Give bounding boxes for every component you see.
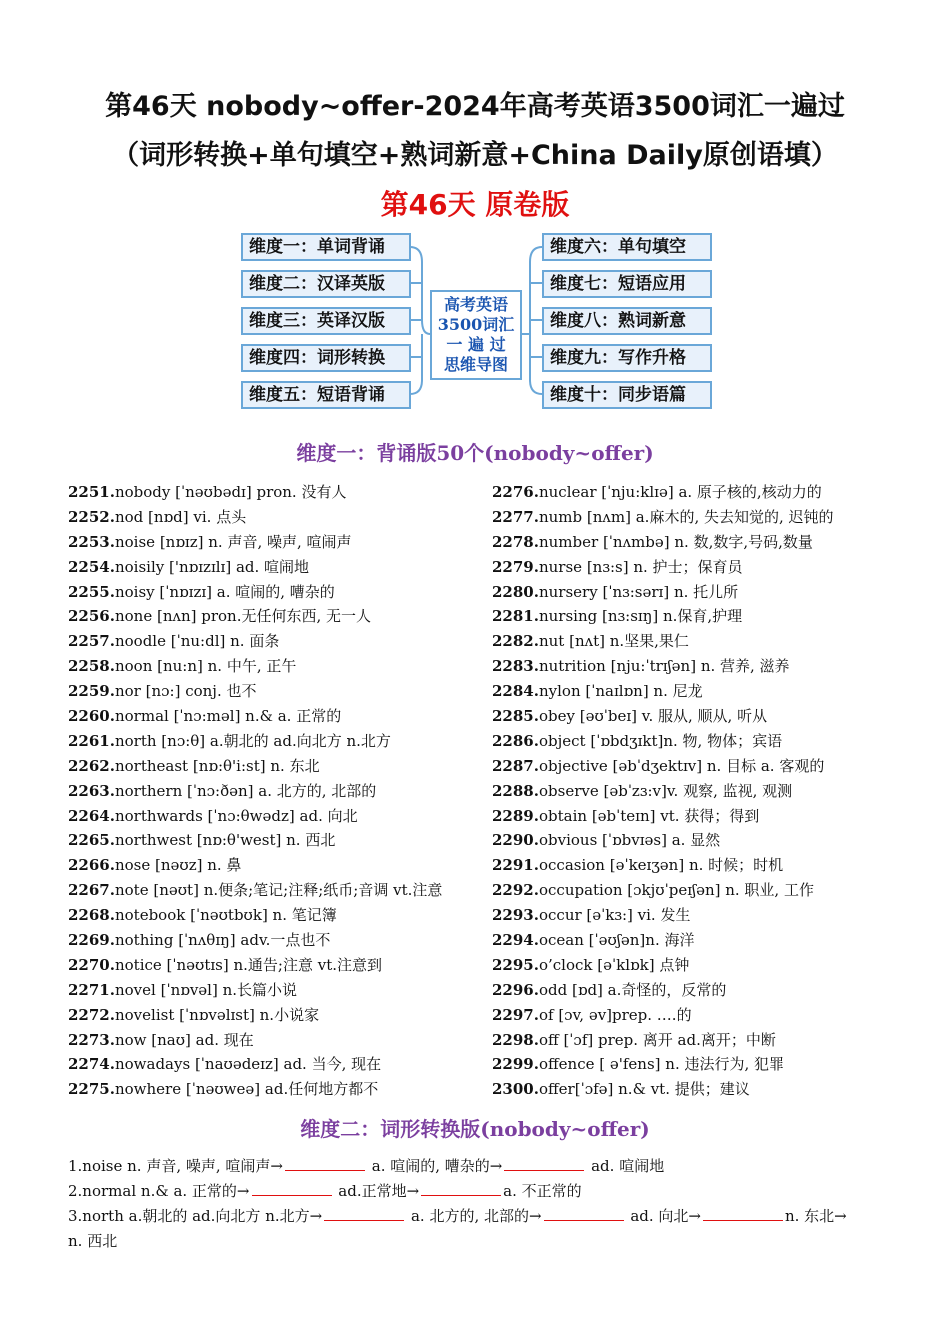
word-text: objective [əbˈdʒektɪv] n. 目标 a. 客观的 bbox=[538, 756, 825, 775]
exercise-3-continued: n. 西北 bbox=[68, 1232, 118, 1250]
word-number: 2278. bbox=[492, 532, 539, 551]
word-number: 2260. bbox=[68, 707, 115, 726]
word-text: novelist [ˈnɒvəlɪst] n.小说家 bbox=[114, 1005, 320, 1024]
word-entry bbox=[492, 729, 834, 754]
word-text: of [ɔv, əv]prep. ….的 bbox=[538, 1005, 692, 1024]
word-text: nothing [ˈnʌθɪŋ] adv.一点也不 bbox=[114, 931, 331, 950]
word-text: normal [ˈnɔ:məl] n.& a. 正常的 bbox=[114, 707, 342, 726]
word-entry bbox=[492, 1077, 834, 1102]
word-number: 2275. bbox=[68, 1080, 115, 1099]
word-text: occasion [əˈkeɪʒən] n. 时候；时机 bbox=[538, 856, 784, 875]
word-entry bbox=[492, 828, 834, 853]
word-entry bbox=[68, 828, 442, 853]
word-text: object [ˈɒbdʒɪkt]n. 物, 物体；宾语 bbox=[538, 731, 783, 750]
word-text: off [ˈɔf] prep. 离开 ad.离开；中断 bbox=[538, 1030, 776, 1049]
word-number: 2254. bbox=[68, 557, 115, 576]
word-number: 2259. bbox=[68, 682, 115, 701]
mindmap-right-4: 维度九：写作升格 bbox=[542, 344, 712, 372]
exercise-text: n. 东北→ bbox=[784, 1207, 847, 1225]
word-number: 2299. bbox=[492, 1055, 539, 1074]
word-entry bbox=[492, 629, 834, 654]
mindmap-center-line: 思维导图 bbox=[443, 355, 508, 374]
word-list-right bbox=[492, 480, 834, 1102]
word-number: 2291. bbox=[492, 856, 539, 875]
word-entry bbox=[68, 1028, 442, 1053]
word-number: 2280. bbox=[492, 582, 539, 601]
word-text: novel [ˈnɒvəl] n.长篇小说 bbox=[114, 980, 298, 999]
word-list-left bbox=[68, 480, 442, 1102]
word-text: number [ˈnʌmbə] n. 数,数字,号码,数量 bbox=[538, 532, 813, 551]
word-number: 2296. bbox=[492, 980, 539, 999]
word-number: 2273. bbox=[68, 1030, 115, 1049]
word-number: 2279. bbox=[492, 557, 539, 576]
section-1-title: 维度一：背诵版50个(nobody~offer) bbox=[296, 441, 654, 465]
word-text: notebook [ˈnəʊtbʊk] n. 笔记簿 bbox=[114, 906, 337, 925]
word-number: 2298. bbox=[492, 1030, 539, 1049]
mindmap-right-1: 维度六：单句填空 bbox=[542, 233, 712, 261]
mindmap-left-2: 维度二：汉译英版 bbox=[241, 270, 411, 298]
word-text: nose [nəʊz] n. 鼻 bbox=[114, 856, 242, 875]
word-text: o’clock [əˈklɒk] 点钟 bbox=[538, 955, 690, 974]
word-number: 2262. bbox=[68, 756, 115, 775]
word-number: 2277. bbox=[492, 507, 539, 526]
answer-blank[interactable] bbox=[703, 1206, 783, 1221]
word-entry bbox=[492, 779, 834, 804]
word-entry bbox=[68, 853, 442, 878]
word-text: nuclear [ˈnju:klɪə] a. 原子核的,核动力的 bbox=[538, 483, 822, 501]
mindmap-center-line: 高考英语 bbox=[443, 295, 508, 314]
word-text: nowhere [ˈnəʊweə] ad.任何地方都不 bbox=[114, 1080, 379, 1099]
word-number: 2288. bbox=[492, 781, 539, 800]
word-entry bbox=[492, 580, 834, 605]
mindmap-left-5: 维度五：短语背诵 bbox=[241, 381, 411, 409]
word-number: 2266. bbox=[68, 856, 115, 875]
word-number: 2274. bbox=[68, 1055, 115, 1074]
word-entry bbox=[68, 555, 442, 580]
mindmap-right-5: 维度十：同步语篇 bbox=[542, 381, 712, 409]
word-text: nut [nʌt] n.坚果,果仁 bbox=[538, 632, 689, 651]
word-entry bbox=[68, 978, 442, 1003]
word-text: northern [ˈnɔ:ðən] a. 北方的, 北部的 bbox=[114, 781, 377, 800]
word-number: 2255. bbox=[68, 582, 115, 601]
word-entry bbox=[68, 505, 442, 530]
word-entry bbox=[492, 604, 834, 629]
word-text: offence [ ə'fens] n. 违法行为, 犯罪 bbox=[538, 1055, 785, 1074]
word-entry bbox=[68, 953, 442, 978]
word-number: 2263. bbox=[68, 781, 115, 800]
word-number: 2294. bbox=[492, 931, 539, 950]
word-entry bbox=[68, 1077, 442, 1102]
answer-blank[interactable] bbox=[252, 1181, 332, 1196]
word-entry bbox=[68, 530, 442, 555]
word-text: occur [əˈkɜ:] vi. 发生 bbox=[538, 906, 691, 925]
word-text: obvious [ˈɒbvɪəs] a. 显然 bbox=[538, 831, 721, 850]
exercise-text: 1.noise n. 声音, 噪声, 喧闹声→ bbox=[68, 1157, 283, 1175]
word-entry bbox=[492, 1052, 834, 1077]
word-text: occupation [ɔkjʊˈpeɪʃən] n. 职业, 工作 bbox=[538, 881, 814, 900]
word-entry bbox=[492, 978, 834, 1003]
word-text: numb [nʌm] a.麻木的, 失去知觉的, 迟钝的 bbox=[538, 507, 834, 526]
word-text: northwest [nɒ:θ'west] n. 西北 bbox=[114, 831, 336, 850]
word-number: 2287. bbox=[492, 756, 539, 775]
answer-blank[interactable] bbox=[544, 1206, 624, 1221]
word-text: nursery [ˈnɜ:sərɪ] n. 托儿所 bbox=[538, 582, 739, 601]
word-text: north [nɔ:θ] a.朝北的 ad.向北方 n.北方 bbox=[114, 731, 391, 750]
word-entry bbox=[492, 654, 834, 679]
word-text: nor [nɔ:] conj. 也不 bbox=[114, 682, 257, 701]
word-entry bbox=[492, 480, 834, 505]
word-entry bbox=[492, 505, 834, 530]
word-number: 2271. bbox=[68, 980, 115, 999]
word-text: odd [ɒd] a.奇怪的，反常的 bbox=[538, 980, 727, 999]
mindmap-left-4: 维度四：词形转换 bbox=[241, 344, 411, 372]
word-entry bbox=[68, 1003, 442, 1028]
word-text: nod [nɒd] vi. 点头 bbox=[114, 507, 247, 526]
exercise-text: a. 喧闹的, 嘈杂的→ bbox=[366, 1157, 503, 1175]
word-entry bbox=[68, 754, 442, 779]
word-text: notice [ˈnəʊtɪs] n.通告;注意 vt.注意到 bbox=[114, 955, 383, 974]
exercise-text: ad.正常地→ bbox=[333, 1182, 420, 1200]
word-entry bbox=[68, 779, 442, 804]
word-text: nobody [ˈnəʊbədɪ] pron. 没有人 bbox=[114, 483, 347, 501]
word-text: note [nəʊt] n.便条;笔记;注释;纸币;音调 vt.注意 bbox=[114, 881, 443, 900]
exercise-text: 2.normal n.& a. 正常的→ bbox=[68, 1182, 250, 1200]
word-text: none [nʌn] pron.无任何东西, 无一人 bbox=[114, 607, 372, 626]
word-entry bbox=[68, 878, 442, 903]
title-line-2: （词形转换+单句填空+熟词新意+China Daily原创语填） bbox=[112, 140, 838, 171]
word-number: 2297. bbox=[492, 1005, 539, 1024]
word-text: nursing [nɜ:sɪŋ] n.保育,护理 bbox=[538, 607, 743, 626]
word-text: offer[ˈɔfə] n.& vt. 提供；建议 bbox=[538, 1080, 750, 1099]
word-number: 2283. bbox=[492, 657, 539, 676]
word-text: noise [nɒɪz] n. 声音, 噪声, 喧闹声 bbox=[114, 532, 352, 551]
mindmap-right-3: 维度八：熟词新意 bbox=[542, 307, 712, 335]
word-text: noon [nu:n] n. 中午, 正午 bbox=[114, 657, 297, 676]
answer-blank[interactable] bbox=[421, 1181, 501, 1196]
mindmap-center-line: 一 遍 过 bbox=[446, 335, 506, 354]
word-entry bbox=[68, 679, 442, 704]
word-number: 2276. bbox=[492, 483, 539, 501]
exercise-2 bbox=[68, 1179, 582, 1204]
word-number: 2293. bbox=[492, 906, 539, 925]
word-entry bbox=[68, 480, 442, 505]
word-entry bbox=[68, 903, 442, 928]
word-text: nutrition [nju:ˈtrɪʃən] n. 营养, 滋养 bbox=[538, 657, 790, 676]
word-text: northwards [ˈnɔ:θwədz] ad. 向北 bbox=[114, 806, 358, 825]
word-number: 2281. bbox=[492, 607, 539, 626]
exercise-text: a. 北方的, 北部的→ bbox=[406, 1207, 542, 1225]
word-number: 2253. bbox=[68, 532, 115, 551]
word-entry bbox=[68, 629, 442, 654]
word-number: 2269. bbox=[68, 931, 115, 950]
word-entry bbox=[492, 878, 834, 903]
word-entry bbox=[68, 580, 442, 605]
word-entry bbox=[492, 679, 834, 704]
exercise-text: 3.north a.朝北的 ad.向北方 n.北方→ bbox=[68, 1207, 323, 1225]
word-number: 2285. bbox=[492, 707, 539, 726]
mindmap-left-3: 维度三：英译汉版 bbox=[241, 307, 411, 335]
word-number: 2295. bbox=[492, 955, 539, 974]
word-entry bbox=[492, 928, 834, 953]
word-text: noisily ['nɒɪzɪlɪ] ad. 喧闹地 bbox=[114, 557, 310, 576]
word-entry bbox=[492, 704, 834, 729]
word-entry bbox=[492, 953, 834, 978]
word-number: 2258. bbox=[68, 657, 115, 676]
word-number: 2257. bbox=[68, 632, 115, 651]
mindmap-right-2: 维度七：短语应用 bbox=[542, 270, 712, 298]
word-number: 2289. bbox=[492, 806, 539, 825]
answer-blank[interactable] bbox=[504, 1156, 584, 1171]
word-entry bbox=[68, 928, 442, 953]
exercise-text: a. 不正常的 bbox=[503, 1182, 582, 1200]
answer-blank[interactable] bbox=[285, 1156, 365, 1171]
subtitle: 第46天 原卷版 bbox=[380, 188, 570, 221]
word-number: 2282. bbox=[492, 632, 539, 651]
word-number: 2264. bbox=[68, 806, 115, 825]
word-text: observe [əbˈzɜ:v]v. 观察, 监视, 观测 bbox=[538, 781, 793, 800]
word-entry bbox=[68, 604, 442, 629]
word-entry bbox=[492, 1003, 834, 1028]
word-text: obtain [əbˈteɪn] vt. 获得；得到 bbox=[538, 806, 760, 825]
word-text: now [naʊ] ad. 现在 bbox=[114, 1030, 254, 1049]
word-number: 2272. bbox=[68, 1005, 115, 1024]
mindmap-center-line: 3500词汇 bbox=[437, 315, 515, 334]
word-number: 2267. bbox=[68, 881, 115, 900]
word-number: 2286. bbox=[492, 731, 539, 750]
answer-blank[interactable] bbox=[324, 1206, 404, 1221]
section-2-title: 维度二：词形转换版(nobody~offer) bbox=[300, 1117, 650, 1141]
exercise-text: ad. 喧闹地 bbox=[586, 1157, 665, 1175]
word-text: obey [əʊˈbeɪ] v. 服从, 顺从, 听从 bbox=[538, 707, 768, 726]
word-text: nylon [ˈnaɪlɒn] n. 尼龙 bbox=[538, 682, 703, 701]
word-entry bbox=[68, 804, 442, 829]
word-number: 2268. bbox=[68, 906, 115, 925]
word-entry bbox=[492, 530, 834, 555]
word-number: 2261. bbox=[68, 731, 115, 750]
word-text: ocean [ˈəʊʃən]n. 海洋 bbox=[538, 931, 695, 950]
word-entry bbox=[492, 754, 834, 779]
word-entry bbox=[68, 1052, 442, 1077]
word-number: 2284. bbox=[492, 682, 539, 701]
word-number: 2270. bbox=[68, 955, 115, 974]
word-number: 2251. bbox=[68, 483, 115, 501]
word-text: northeast [nɒ:θ'i:st] n. 东北 bbox=[114, 756, 320, 775]
word-number: 2252. bbox=[68, 507, 115, 526]
word-entry bbox=[492, 853, 834, 878]
word-number: 2265. bbox=[68, 831, 115, 850]
word-number: 2290. bbox=[492, 831, 539, 850]
exercise-text: ad. 向北→ bbox=[625, 1207, 701, 1225]
title-line-1: 第46天 nobody~offer-2024年高考英语3500词汇一遍过 bbox=[105, 91, 845, 122]
exercise-3 bbox=[68, 1204, 847, 1229]
word-entry bbox=[68, 654, 442, 679]
word-number: 2256. bbox=[68, 607, 115, 626]
word-entry bbox=[68, 704, 442, 729]
word-entry bbox=[492, 1028, 834, 1053]
mindmap-left-1: 维度一：单词背诵 bbox=[241, 233, 411, 261]
exercise-1 bbox=[68, 1154, 664, 1179]
mindmap-center bbox=[430, 290, 522, 380]
word-text: noisy [ˈnɒɪzɪ] a. 喧闹的, 嘈杂的 bbox=[114, 582, 335, 601]
word-entry bbox=[492, 555, 834, 580]
word-text: noodle [ˈnu:dl] n. 面条 bbox=[114, 632, 280, 651]
word-text: nurse [nɜ:s] n. 护士；保育员 bbox=[538, 557, 743, 576]
word-entry bbox=[492, 903, 834, 928]
word-entry bbox=[492, 804, 834, 829]
word-text: nowadays [ˈnaʊədeɪz] ad. 当今, 现在 bbox=[114, 1055, 382, 1074]
word-entry bbox=[68, 729, 442, 754]
word-number: 2300. bbox=[492, 1080, 539, 1099]
word-number: 2292. bbox=[492, 881, 539, 900]
